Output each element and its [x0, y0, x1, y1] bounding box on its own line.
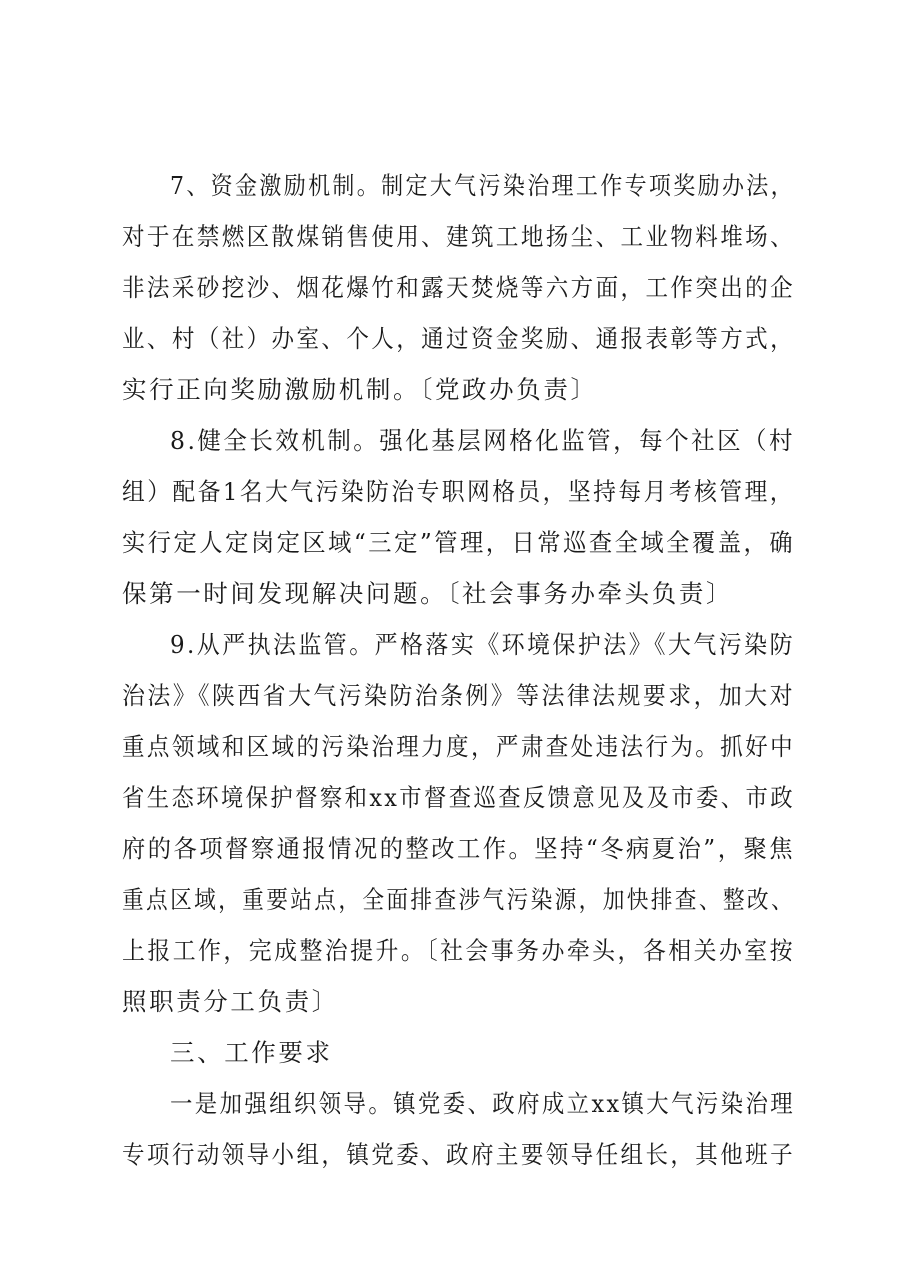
line-text: 府的各项督察通报情况的整改工作。坚持“冬病夏治”，聚焦	[122, 834, 795, 863]
line-text: 实行定人定岗定区域“三定”管理，日常巡查全域全覆盖，确	[122, 528, 795, 557]
line-text: 保第一时间发现解决问题。〔社会事务办牵头负责〕	[122, 579, 734, 608]
text-line	[0, 778, 909, 818]
text-line	[0, 268, 909, 308]
line-text: 业、村（社）办室、个人，通过资金奖励、通报表彰等方式，	[122, 324, 796, 353]
line-text: 照职责分工负责〕	[122, 987, 339, 1016]
line-text: 省生态环境保护督察和xx市督查巡查反馈意见及及市委、市政	[122, 783, 795, 812]
line-text: 实行正向奖励激励机制。〔党政办负责〕	[122, 375, 598, 404]
text-line	[0, 319, 909, 359]
line-text: 专项行动领导小组，镇党委、政府主要领导任组长，其他班子	[122, 1140, 796, 1169]
text-line	[0, 1135, 909, 1175]
text-line	[0, 523, 909, 563]
line-text: 重点区域，重要站点，全面排查涉气污染源，加快排查、整改、	[122, 885, 795, 914]
text-line	[0, 421, 909, 461]
line-text: 一是加强组织领导。镇党委、政府成立xx镇大气污染治理	[170, 1089, 796, 1118]
text-line	[0, 931, 909, 971]
line-text: 7、资金激励机制。制定大气污染治理工作专项奖励办法，	[170, 171, 796, 200]
text-line	[0, 574, 909, 614]
text-line	[0, 472, 909, 512]
line-text: 非法采砂挖沙、烟花爆竹和露天焚烧等六方面，工作突出的企	[122, 273, 796, 302]
text-line	[0, 625, 909, 665]
line-text: 8.健全长效机制。强化基层网格化监管，每个社区（村	[170, 426, 796, 455]
text-line	[0, 1084, 909, 1124]
line-text: 9.从严执法监管。严格落实《环境保护法》《大气污染防	[170, 630, 795, 659]
text-line	[0, 370, 909, 410]
section-heading	[0, 1033, 909, 1073]
text-line	[0, 217, 909, 257]
text-line	[0, 982, 909, 1022]
text-line	[0, 166, 909, 206]
line-text: 组）配备1名大气污染防治专职网格员，坚持每月考核管理，	[122, 477, 795, 506]
text-line	[0, 880, 909, 920]
line-text: 重点领域和区域的污染治理力度，严肃查处违法行为。抓好中	[122, 732, 796, 761]
text-line	[0, 829, 909, 869]
text-line	[0, 676, 909, 716]
line-text: 对于在禁燃区散煤销售使用、建筑工地扬尘、工业物料堆场、	[122, 222, 796, 251]
text-line	[0, 727, 909, 767]
line-text: 上报工作，完成整治提升。〔社会事务办牵头，各相关办室按	[122, 936, 795, 965]
line-text: 治法》《陕西省大气污染防治条例》等法律法规要求，加大对	[122, 681, 795, 710]
line-text: 三、工作要求	[170, 1038, 333, 1067]
